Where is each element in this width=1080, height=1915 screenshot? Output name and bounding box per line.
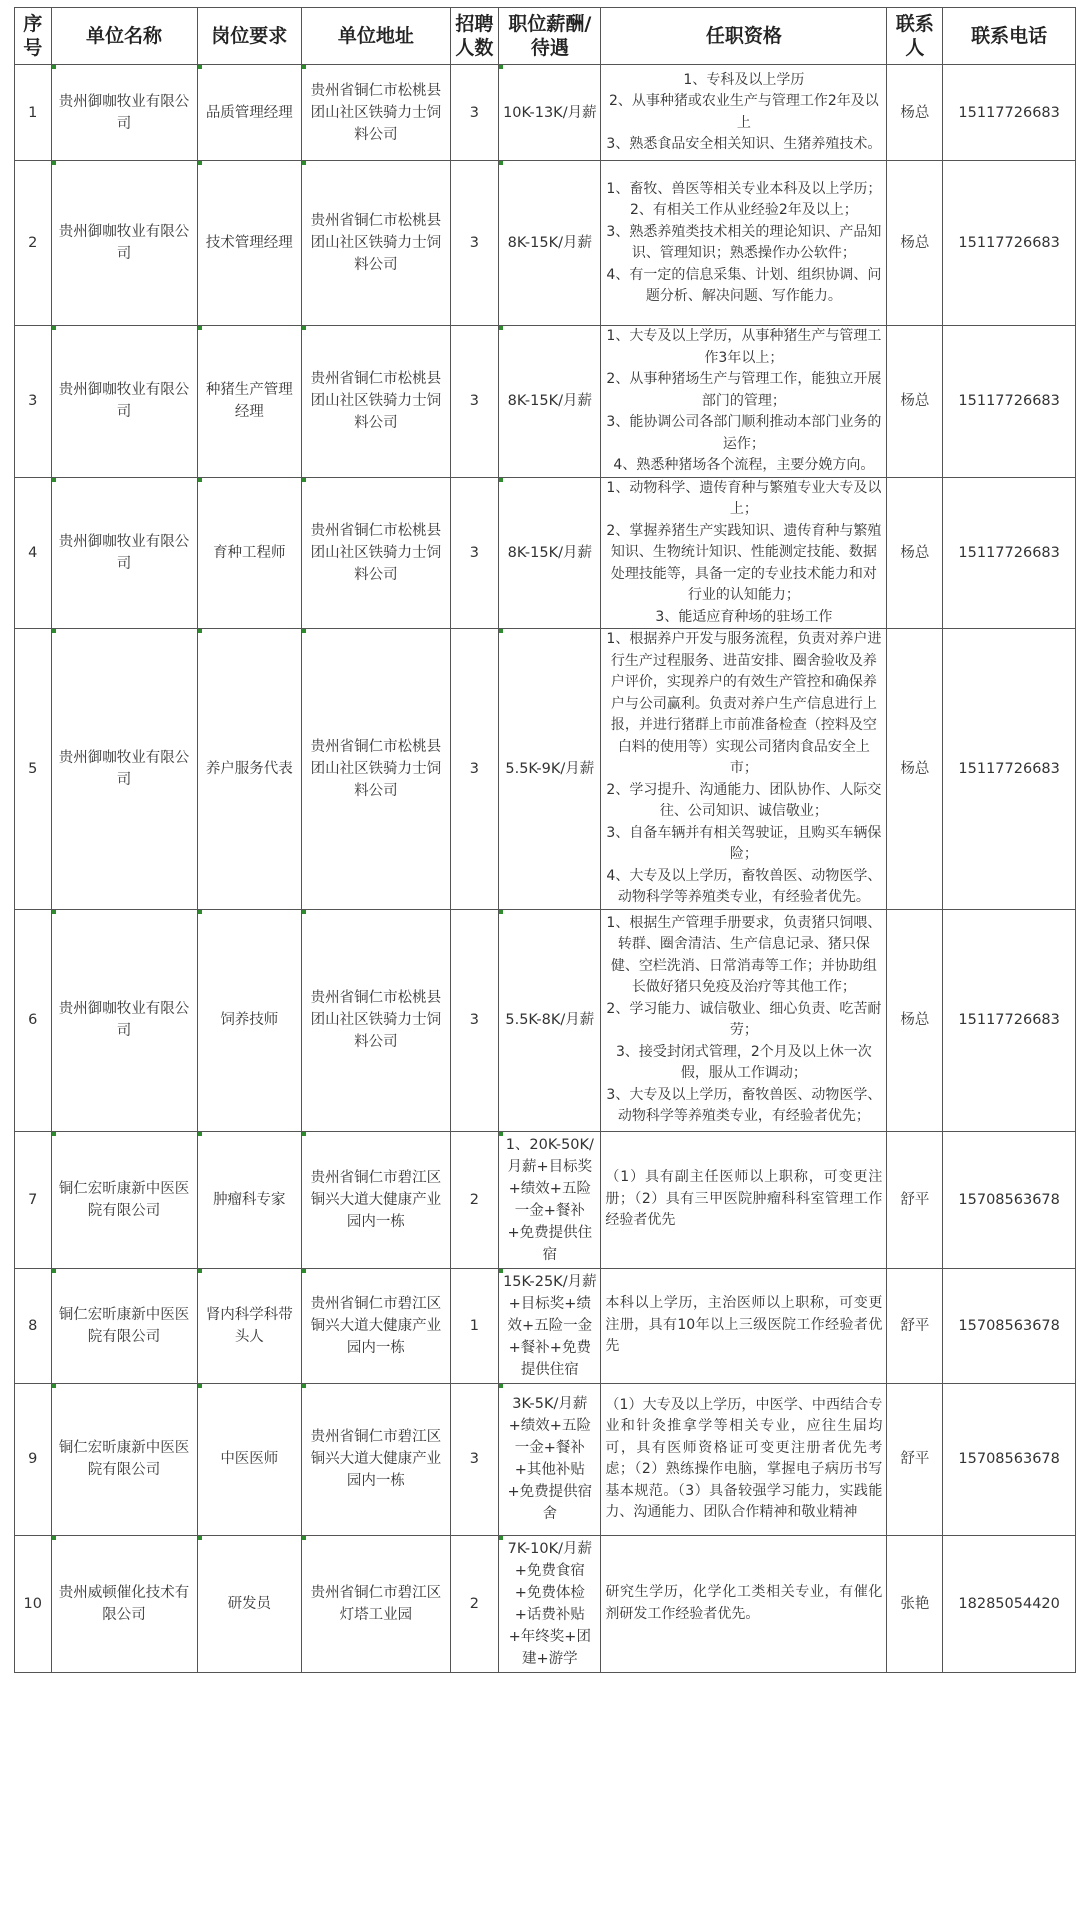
company-address: 贵州省铜仁市碧江区灯塔工业园 [302,1535,450,1672]
contact-person: 张艳 [887,1535,943,1672]
hiring-count: 3 [450,477,499,629]
phone-number: 15117726683 [943,629,1076,910]
phone-number: 18285054420 [943,1535,1076,1672]
company-name: 贵州威顿催化技术有限公司 [51,1535,197,1672]
requirement-line: （1）大专及以上学历，中医学、中西结合专业和针灸推拿学等相关专业，应往生届均可，具有医师资格证可变更注册者优先考虑；（2）熟练操作电脑，掌握电子病历书写基本规范。（3）具备较强学习能力，实践能力、沟通能力、团队合作精神和敬业精神 [605,1396,883,1520]
company-address: 贵州省铜仁市碧江区铜兴大道大健康产业园内一栋 [302,1268,450,1383]
header-row [15,8,1076,65]
salary: 1、20K-50K/月薪+目标奖+绩效+五险一金+餐补+免费提供住宿 [499,1131,601,1268]
requirements [601,1535,887,1672]
requirement-line: 4、熟悉种猪场各个流程，主要分娩方向。 [613,457,875,473]
requirements [601,326,887,478]
salary: 3K-5K/月薪+绩效+五险一金+餐补+其他补贴+免费提供宿舍 [499,1383,601,1535]
requirement-line: 2、有相关工作从业经验2年及以上； [629,202,858,218]
hiring-count: 3 [450,65,499,161]
requirement-line: 2、从事种猪场生产与管理工作，能独立开展部门的管理； [606,371,882,409]
phone-number: 15117726683 [943,326,1076,478]
hiring-count: 3 [450,629,499,910]
position-name: 饲养技师 [197,909,302,1131]
company-address: 贵州省铜仁市松桃县团山社区铁骑力士饲料公司 [302,161,450,326]
requirements [601,1268,887,1383]
requirements [601,477,887,629]
position-name: 研发员 [197,1535,302,1672]
position-name: 品质管理经理 [197,65,302,161]
company-name: 贵州御咖牧业有限公司 [51,477,197,629]
phone-number: 15117726683 [943,477,1076,629]
contact-person: 杨总 [887,161,943,326]
table-row [15,1268,1076,1383]
requirement-line: 3、熟悉食品安全相关知识、生猪养殖技术。 [606,136,882,152]
requirement-line: 3、能协调公司各部门顺利推动本部门业务的运作； [606,414,882,452]
table-row [15,161,1076,326]
row-number: 3 [15,326,52,478]
requirement-line: （1）具有副主任医师以上职称，可变更注册；（2）具有三甲医院肿瘤科科室管理工作经验者优先 [605,1169,883,1229]
salary: 15K-25K/月薪+目标奖+绩效+五险一金+餐补+免费提供住宿 [499,1268,601,1383]
company-name: 贵州御咖牧业有限公司 [51,161,197,326]
requirements [601,1131,887,1268]
company-name: 贵州御咖牧业有限公司 [51,65,197,161]
requirement-line: 1、畜牧、兽医等相关专业本科及以上学历； [606,180,882,197]
company-address: 贵州省铜仁市碧江区铜兴大道大健康产业园内一栋 [302,1131,450,1268]
company-name: 贵州御咖牧业有限公司 [51,629,197,910]
position-name: 中医医师 [197,1383,302,1535]
row-number: 4 [15,477,52,629]
contact-person: 舒平 [887,1268,943,1383]
company-address: 贵州省铜仁市松桃县团山社区铁骑力士饲料公司 [302,326,450,478]
hiring-count: 2 [450,1131,499,1268]
row-number: 6 [15,909,52,1131]
requirement-line: 2、学习提升、沟通能力、团队协作、人际交往、公司知识、诚信敬业； [606,781,882,819]
position-name: 养户服务代表 [197,629,302,910]
company-name: 铜仁宏昕康新中医医院有限公司 [51,1383,197,1535]
requirement-line: 3、自备车辆并有相关驾驶证，且购买车辆保险； [606,824,882,862]
salary: 8K-15K/月薪 [499,326,601,478]
row-number: 7 [15,1131,52,1268]
requirement-line: 本科以上学历，主治医师以上职称，可变更注册，具有10年以上三级医院工作经验者优先 [605,1295,883,1355]
company-address: 贵州省铜仁市松桃县团山社区铁骑力士饲料公司 [302,477,450,629]
recruitment-table [14,7,1076,1673]
requirement-line: 1、大专及以上学历，从事种猪生产与管理工作3年以上； [606,328,882,366]
phone-number: 15708563678 [943,1383,1076,1535]
table-row [15,1535,1076,1672]
requirement-line: 4、大专及以上学历，畜牧兽医、动物医学、动物科学等养殖类专业，有经验者优先。 [606,867,882,905]
position-name: 肾内科学科带头人 [197,1268,302,1383]
company-address: 贵州省铜仁市松桃县团山社区铁骑力士饲料公司 [302,65,450,161]
hiring-count: 3 [450,909,499,1131]
row-number: 9 [15,1383,52,1535]
requirements [601,1383,887,1535]
company-name: 贵州御咖牧业有限公司 [51,909,197,1131]
table-row [15,909,1076,1131]
salary: 8K-15K/月薪 [499,161,601,326]
salary: 8K-15K/月薪 [499,477,601,629]
hiring-count: 3 [450,1383,499,1535]
header-no: 序号 [15,8,52,65]
company-name: 铜仁宏昕康新中医医院有限公司 [51,1268,197,1383]
requirement-line: 3、大专及以上学历，畜牧兽医、动物医学、动物科学等养殖类专业，有经验者优先； [606,1086,882,1124]
table-row [15,65,1076,161]
phone-number: 15117726683 [943,65,1076,161]
requirements [601,65,887,161]
contact-person: 杨总 [887,326,943,478]
table-row [15,477,1076,629]
contact-person: 杨总 [887,477,943,629]
phone-number: 15117726683 [943,909,1076,1131]
table-row [15,1383,1076,1535]
requirement-line: 2、学习能力、诚信敬业、细心负责、吃苦耐劳； [606,1000,882,1038]
requirement-line: 2、从事种猪或农业生产与管理工作2年及以上 [608,93,879,131]
requirements [601,629,887,910]
contact-person: 舒平 [887,1383,943,1535]
requirement-line: 3、能适应育种场的驻场工作 [655,608,833,625]
requirement-line: 研究生学历，化学化工类相关专业，有催化剂研发工作经验者优先。 [605,1584,883,1622]
header-phone: 联系电话 [943,8,1076,65]
table-row [15,629,1076,910]
requirement-line: 1、动物科学、遗传育种与繁殖专业大专及以上； [606,479,882,517]
requirement-line: 1、根据生产管理手册要求，负责猪只饲喂、转群、圈舍清洁、生产信息记录、猪只保健、空栏洗消、日常消毒等工作；并协助组长做好猪只免疫及治疗等其他工作； [606,914,882,995]
header-position: 岗位要求 [197,8,302,65]
header-contact: 联系人 [887,8,943,65]
phone-number: 15117726683 [943,161,1076,326]
position-name: 技术管理经理 [197,161,302,326]
requirement-line: 1、专科及以上学历 [683,71,805,88]
table-row [15,1131,1076,1268]
table-row [15,326,1076,478]
salary: 10K-13K/月薪 [499,65,601,161]
row-number: 2 [15,161,52,326]
recruitment-table-container [14,7,1076,1673]
company-address: 贵州省铜仁市松桃县团山社区铁骑力士饲料公司 [302,629,450,910]
contact-person: 杨总 [887,65,943,161]
requirement-line: 4、有一定的信息采集、计划、组织协调、问题分析、解决问题、写作能力。 [606,266,882,304]
header-count: 招聘人数 [450,8,499,65]
header-company: 单位名称 [51,8,197,65]
position-name: 肿瘤科专家 [197,1131,302,1268]
requirements [601,909,887,1131]
salary: 5.5K-9K/月薪 [499,629,601,910]
requirement-line: 2、掌握养猪生产实践知识、遗传育种与繁殖知识、生物统计知识、性能测定技能、数据处理技能等，具备一定的专业技术能力和对行业的认知能力； [606,522,882,603]
salary: 7K-10K/月薪+免费食宿+免费体检+话费补贴+年终奖+团建+游学 [499,1535,601,1672]
hiring-count: 1 [450,1268,499,1383]
row-number: 5 [15,629,52,910]
header-salary: 职位薪酬/待遇 [499,8,601,65]
header-address: 单位地址 [302,8,450,65]
hiring-count: 3 [450,326,499,478]
position-name: 育种工程师 [197,477,302,629]
requirement-line: 3、熟悉养殖类技术相关的理论知识、产品知识、管理知识；熟悉操作办公软件； [606,223,882,261]
phone-number: 15708563678 [943,1131,1076,1268]
company-name: 铜仁宏昕康新中医医院有限公司 [51,1131,197,1268]
requirement-line: 1、根据养户开发与服务流程，负责对养户进行生产过程服务、进苗安排、圈舍验收及养户评价，实现养户的有效生产管控和确保养户与公司赢利。负责对养户生产信息进行上报，并进行猪群上市前准备检查（控料及空白料的使用等）实现公司猪肉食品安全上市； [606,631,882,776]
contact-person: 舒平 [887,1131,943,1268]
requirements [601,161,887,326]
requirement-line: 3、接受封闭式管理，2个月及以上休一次假，服从工作调动； [615,1043,872,1081]
company-address: 贵州省铜仁市松桃县团山社区铁骑力士饲料公司 [302,909,450,1131]
row-number: 8 [15,1268,52,1383]
contact-person: 杨总 [887,629,943,910]
company-name: 贵州御咖牧业有限公司 [51,326,197,478]
company-address: 贵州省铜仁市碧江区铜兴大道大健康产业园内一栋 [302,1383,450,1535]
position-name: 种猪生产管理经理 [197,326,302,478]
table-body [15,65,1076,1673]
row-number: 1 [15,65,52,161]
contact-person: 杨总 [887,909,943,1131]
salary: 5.5K-8K/月薪 [499,909,601,1131]
header-requirements: 任职资格 [601,8,887,65]
row-number: 10 [15,1535,52,1672]
hiring-count: 2 [450,1535,499,1672]
phone-number: 15708563678 [943,1268,1076,1383]
hiring-count: 3 [450,161,499,326]
